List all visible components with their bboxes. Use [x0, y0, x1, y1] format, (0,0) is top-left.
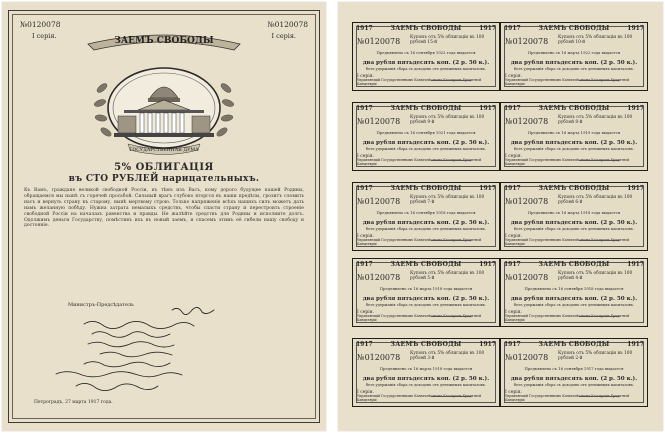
- coupon-number: №0120078: [357, 117, 401, 126]
- coupon-tax-note: безъ удержанія сбора съ доходовъ отъ денежныхъ капиталовъ.: [365, 67, 487, 71]
- coupon-amount: два рубля пятьдесять коп. (2 р. 50 к.).: [510, 140, 638, 146]
- coupon-title: ЗАЕМЪ СВОБОДЫ: [538, 105, 610, 112]
- coupon-ordinal: 10-й: [575, 40, 586, 45]
- coupon-office: Управляющій Государственнымъ Казначействомъ Кассиромъ Кредитной Канцеляріи: [505, 238, 630, 246]
- coupon-office: Управляющій Государственнымъ Казначействомъ Кассиромъ Кредитной Канцеляріи: [357, 78, 482, 86]
- coupon-payable-date: Предъявлено съ 16 марта 1918 года выдается: [379, 366, 473, 371]
- coupon-description: Купонъ отъ 5% облигаціи въ 100 рублей 9-й: [410, 115, 485, 125]
- coupon-signature: [579, 160, 619, 161]
- coupon-series: I серія.: [357, 74, 374, 79]
- place-and-date: Петроградъ, 27 марта 1917 года.: [34, 400, 113, 405]
- coupon-office: Управляющій Государственнымъ Казначействомъ Кассиромъ Кредитной Канцеляріи: [357, 394, 482, 402]
- coupon-series: I серія.: [505, 390, 522, 395]
- coupon-title: ЗАЕМЪ СВОБОДЫ: [390, 105, 462, 112]
- coupon-year-right: 1917: [627, 25, 644, 32]
- coupon-series: I серія.: [505, 310, 522, 315]
- coupon-year-right: 1917: [627, 105, 644, 112]
- coupon-signature: [431, 316, 471, 317]
- coupon-number: №0120078: [505, 273, 549, 282]
- coupon-series: I серія.: [505, 234, 522, 239]
- coupon-year-right: 1917: [479, 25, 496, 32]
- coupon-number: №0120078: [505, 37, 549, 46]
- coupon-amount: два рубля пятьдесять коп. (2 р. 50 к.).: [510, 296, 638, 302]
- coupon-number: №0120078: [357, 197, 401, 206]
- coupon-ordinal: 8-й: [575, 120, 583, 125]
- coupon-description: Купонъ отъ 5% облигаціи въ 100 рублей 8-й: [558, 115, 633, 125]
- bond-number-left: №0120078: [20, 20, 61, 29]
- coupon-office: Управляющій Государственнымъ Казначействомъ Кассиромъ Кредитной Канцеляріи: [357, 314, 482, 322]
- coupon-signature: [579, 240, 619, 241]
- coupon-8: [500, 102, 648, 171]
- coupon-payable-date: Предъявлено съ 16 сентября 1918 года выдается: [376, 210, 476, 215]
- coupon-payable-date: Предъявлено съ 16 марта 1919 года выдается: [527, 130, 621, 135]
- coupon-payable-date: Предъявлено съ 16 сентября 1922 года выдается: [376, 50, 476, 55]
- coupon-payable-date: Предъявлено съ 16 сентября 1918 года выдается: [524, 286, 624, 291]
- coupon-office: Управляющій Государственнымъ Казначействомъ Кассиромъ Кредитной Канцеляріи: [357, 158, 482, 166]
- coupon-office: Управляющій Государственнымъ Казначействомъ Кассиромъ Кредитной Канцеляріи: [505, 314, 630, 322]
- coupon-ordinal: 15-й: [427, 40, 438, 45]
- coupon-year-right: 1917: [627, 261, 644, 268]
- coupon-tax-note: безъ удержанія сбора съ доходовъ отъ денежныхъ капиталовъ.: [513, 227, 635, 231]
- coupon-amount: два рубля пятьдесять коп. (2 р. 50 к.).: [510, 220, 638, 226]
- coupon-ordinal: 5-й: [427, 276, 435, 281]
- minister-label: Министръ-Предсѣдатель: [68, 302, 134, 308]
- coupon-10: [500, 22, 648, 91]
- coupon-number: №0120078: [357, 353, 401, 362]
- coupon-tax-note: безъ удержанія сбора съ доходовъ отъ денежныхъ капиталовъ.: [365, 227, 487, 231]
- bond-title: 5% ОБЛИГАЦІЯ: [114, 162, 214, 173]
- coupon-amount: два рубля пятьдесять коп. (2 р. 50 к.).: [362, 140, 490, 146]
- coupon-title: ЗАЕМЪ СВОБОДЫ: [538, 341, 610, 348]
- coupon-year-left: 1917: [356, 25, 373, 32]
- coupon-signature: [431, 396, 471, 397]
- minister-signatures: [32, 306, 302, 398]
- coupon-5: [352, 258, 500, 327]
- coupon-year-right: 1917: [479, 185, 496, 192]
- coupon-15: [352, 22, 500, 91]
- coupon-office: Управляющій Государственнымъ Казначействомъ Кассиромъ Кредитной Канцеляріи: [505, 394, 630, 402]
- coupon-title: ЗАЕМЪ СВОБОДЫ: [538, 185, 610, 192]
- coupon-ordinal: 3-й: [427, 356, 435, 361]
- coupon-office: Управляющій Государственнымъ Казначействомъ Кассиромъ Кредитной Канцеляріи: [505, 158, 630, 166]
- coupon-tax-note: безъ удержанія сбора съ доходовъ отъ денежныхъ капиталовъ.: [365, 303, 487, 307]
- bond-series-left: I серія.: [32, 32, 57, 40]
- coupon-year-left: 1917: [504, 25, 521, 32]
- coupon-tax-note: безъ удержанія сбора съ доходовъ отъ денежныхъ капиталовъ.: [365, 383, 487, 387]
- coupon-series: I серія.: [505, 74, 522, 79]
- coupon-series: I серія.: [505, 154, 522, 159]
- coupon-2: [500, 338, 648, 407]
- coupon-signature: [579, 80, 619, 81]
- coupon-year-left: 1917: [504, 185, 521, 192]
- coupon-amount: два рубля пятьдесять коп. (2 р. 50 к.).: [362, 296, 490, 302]
- coupon-payable-date: Предъявлено съ 16 марта 1918 года выдается: [527, 210, 621, 215]
- coupon-office: Управляющій Государственнымъ Казначействомъ Кассиромъ Кредитной Канцеляріи: [505, 78, 630, 86]
- coupon-ordinal: 4-й: [575, 276, 583, 281]
- coupon-payable-date: Предъявлено съ 16 марта 1922 года выдается: [527, 50, 621, 55]
- coupon-payable-date: Предъявлено съ 16 сентября 1921 года выдается: [376, 130, 476, 135]
- banner-text: ЗАЕМЪ СВОБОДЫ: [114, 36, 214, 46]
- duma-building-vignette: [94, 58, 234, 158]
- coupon-tax-note: безъ удержанія сбора съ доходовъ отъ денежныхъ капиталовъ.: [513, 383, 635, 387]
- coupon-ordinal: 6-й: [575, 200, 583, 205]
- coupon-amount: два рубля пятьдесять коп. (2 р. 50 к.).: [362, 376, 490, 382]
- coupon-number: №0120078: [505, 353, 549, 362]
- coupon-description: Купонъ отъ 5% облигаціи въ 100 рублей 6-й: [558, 195, 633, 205]
- coupon-title: ЗАЕМЪ СВОБОДЫ: [538, 25, 610, 32]
- coupon-number: №0120078: [357, 273, 401, 282]
- coupon-description: Купонъ отъ 5% облигаціи въ 100 рублей 2-й: [558, 351, 633, 361]
- bond-certificate: [2, 2, 326, 431]
- bond-number-right: №0120078: [267, 20, 308, 29]
- coupon-amount: два рубля пятьдесять коп. (2 р. 50 к.).: [362, 60, 490, 66]
- bond-subtitle: въ СТО РУБЛЕЙ нарицательныхъ.: [68, 174, 260, 184]
- coupon-year-left: 1917: [504, 341, 521, 348]
- coupon-description: Купонъ отъ 5% облигаціи въ 100 рублей 3-й: [410, 351, 485, 361]
- building-label: ГОСУДАРСТВЕННАЯ ДУМА: [129, 148, 199, 153]
- coupon-year-right: 1917: [627, 185, 644, 192]
- coupon-ordinal: 2-й: [575, 356, 583, 361]
- coupon-tax-note: безъ удержанія сбора съ доходовъ отъ денежныхъ капиталовъ.: [513, 303, 635, 307]
- coupon-signature: [431, 240, 471, 241]
- bond-appeal-text: Къ Вамъ, граждане великой свободной Россіи, къ тѣмъ изъ Васъ, кому дорого будущее нашей Родины, обращаемся мы нынѣ съ горячей просьбой. Сильный врагъ глубоко вторгся въ наши предѣлы, грозитъ сломить насъ и вернуть страну къ старому, нынѣ мертвому строю. Только напряженіе всѣхъ нашихъ силъ можетъ дать намъ желанную побѣду. Нужна затрата немалыхъ средствъ, чтобы спасти страну и перестроить строеніе свободной Россіи на началахъ равенства и правды. Не жалѣйте средствъ для Родины и исполните долгъ. Одолжимъ деньги Государству, помѣстивъ ихъ въ новый заемъ, и спасемъ этимъ её гибели нашу свободу и достояніе.: [24, 188, 304, 229]
- coupon-year-left: 1917: [356, 185, 373, 192]
- coupon-description: Купонъ отъ 5% облигаціи въ 100 рублей 5-й: [410, 271, 485, 281]
- coupon-number: №0120078: [505, 197, 549, 206]
- coupon-office: Управляющій Государственнымъ Казначействомъ Кассиромъ Кредитной Канцеляріи: [357, 238, 482, 246]
- coupon-year-left: 1917: [504, 105, 521, 112]
- coupon-title: ЗАЕМЪ СВОБОДЫ: [390, 185, 462, 192]
- coupon-4: [500, 258, 648, 327]
- coupon-amount: два рубля пятьдесять коп. (2 р. 50 к.).: [510, 376, 638, 382]
- coupon-tax-note: безъ удержанія сбора съ доходовъ отъ денежныхъ капиталовъ.: [365, 147, 487, 151]
- coupon-year-left: 1917: [356, 261, 373, 268]
- coupon-year-right: 1917: [479, 261, 496, 268]
- coupon-title: ЗАЕМЪ СВОБОДЫ: [390, 341, 462, 348]
- coupon-title: ЗАЕМЪ СВОБОДЫ: [538, 261, 610, 268]
- coupon-tax-note: безъ удержанія сбора съ доходовъ отъ денежныхъ капиталовъ.: [513, 67, 635, 71]
- coupon-signature: [579, 396, 619, 397]
- coupon-ordinal: 7-й: [427, 200, 435, 205]
- coupon-number: №0120078: [505, 117, 549, 126]
- coupon-year-right: 1917: [479, 341, 496, 348]
- coupon-signature: [579, 316, 619, 317]
- coupon-title: ЗАЕМЪ СВОБОДЫ: [390, 261, 462, 268]
- coupon-year-left: 1917: [504, 261, 521, 268]
- bond-series-right: I серія.: [271, 32, 296, 40]
- coupon-description: Купонъ отъ 5% облигаціи въ 100 рублей 7-й: [410, 195, 485, 205]
- coupon-signature: [431, 80, 471, 81]
- coupon-6: [500, 182, 648, 251]
- coupon-amount: два рубля пятьдесять коп. (2 р. 50 к.).: [362, 220, 490, 226]
- banner-ribbon: [84, 28, 244, 52]
- coupon-description: Купонъ отъ 5% облигаціи въ 100 рублей 10-й: [558, 35, 633, 45]
- coupon-series: I серія.: [357, 234, 374, 239]
- coupon-year-right: 1917: [627, 341, 644, 348]
- coupon-year-left: 1917: [356, 105, 373, 112]
- coupon-series: I серія.: [357, 154, 374, 159]
- coupon-year-right: 1917: [479, 105, 496, 112]
- coupon-3: [352, 338, 500, 407]
- coupon-ordinal: 9-й: [427, 120, 435, 125]
- coupon-signature: [431, 160, 471, 161]
- coupon-9: [352, 102, 500, 171]
- coupon-tax-note: безъ удержанія сбора съ доходовъ отъ денежныхъ капиталовъ.: [513, 147, 635, 151]
- coupon-title: ЗАЕМЪ СВОБОДЫ: [390, 25, 462, 32]
- coupon-description: Купонъ отъ 5% облигаціи въ 100 рублей 4-й: [558, 271, 633, 281]
- coupon-payable-date: Предъявлено съ 16 сентября 1917 года выдается: [524, 366, 624, 371]
- coupon-description: Купонъ отъ 5% облигаціи въ 100 рублей 15-й: [410, 35, 485, 45]
- coupon-year-left: 1917: [356, 341, 373, 348]
- coupon-amount: два рубля пятьдесять коп. (2 р. 50 к.).: [510, 60, 638, 66]
- coupon-series: I серія.: [357, 390, 374, 395]
- coupon-payable-date: Предъявлено съ 16 марта 1918 года выдается: [379, 286, 473, 291]
- coupon-series: I серія.: [357, 310, 374, 315]
- coupon-number: №0120078: [357, 37, 401, 46]
- coupon-7: [352, 182, 500, 251]
